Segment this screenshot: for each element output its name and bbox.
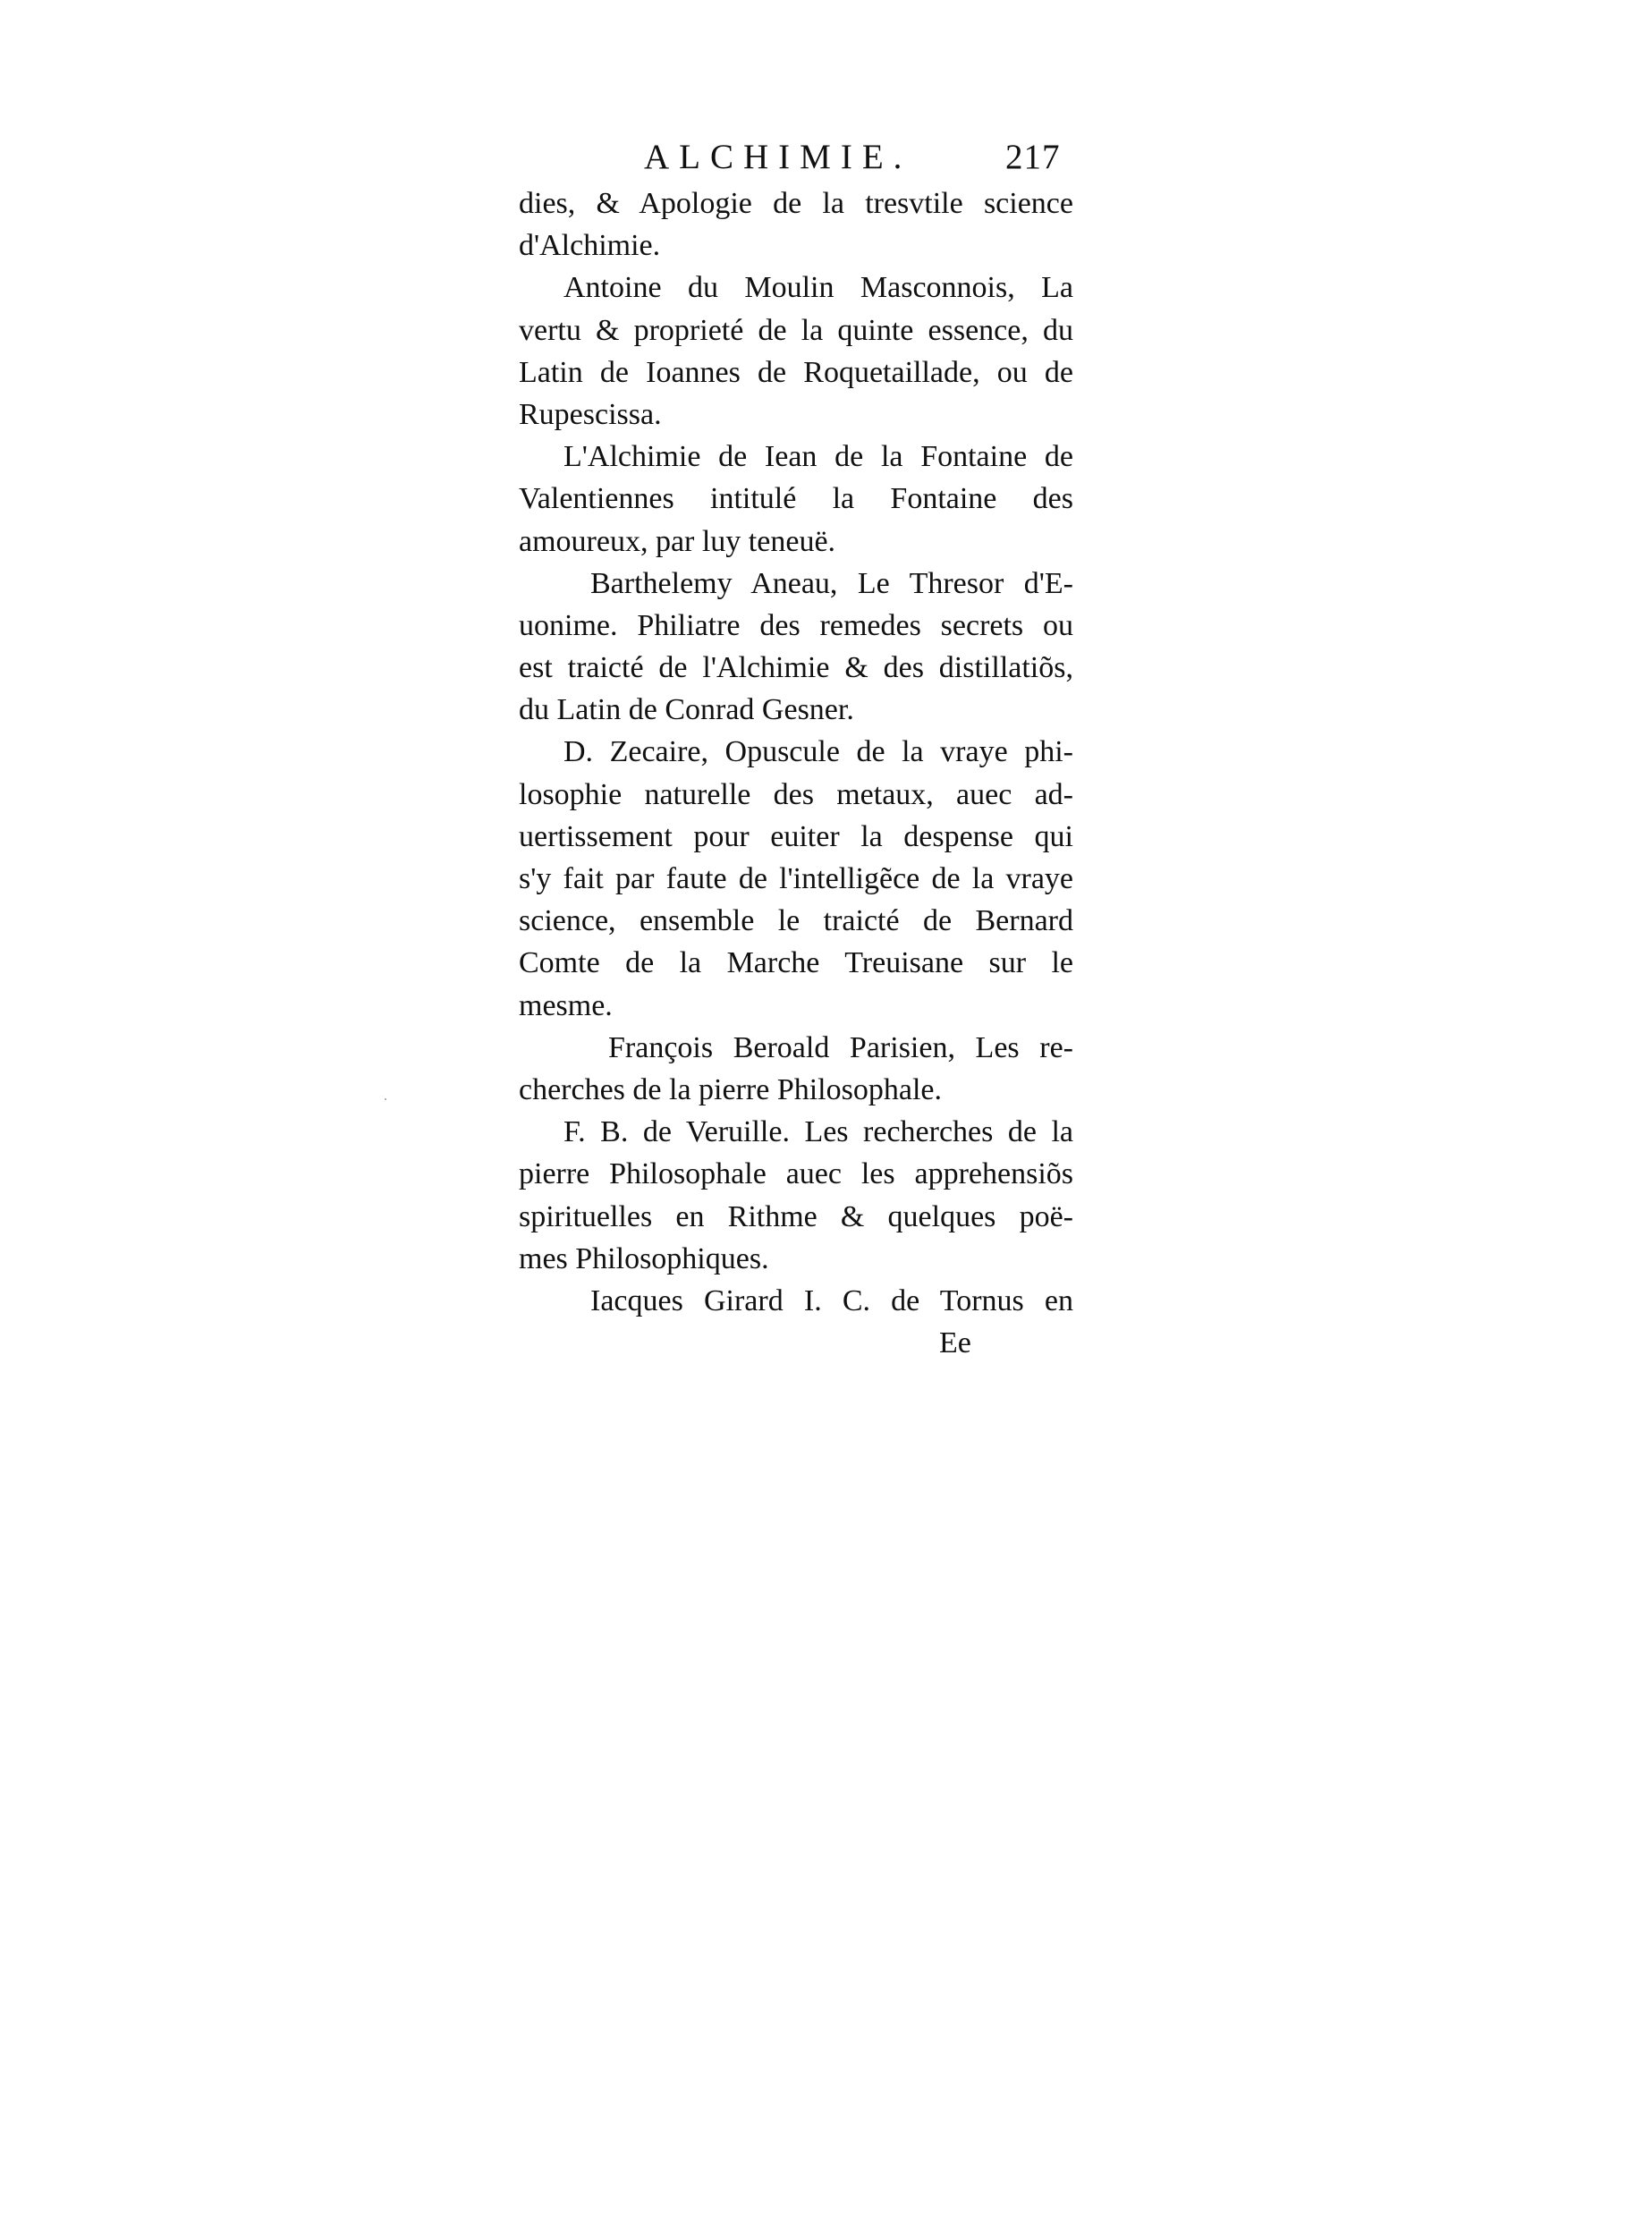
text-line: François Beroald Parisien, Les re- bbox=[608, 1030, 1073, 1064]
text-line: amoureux, par luy teneuë. bbox=[519, 524, 836, 558]
text-line: Rupescissa. bbox=[519, 397, 662, 431]
text-line: mes Philosophiques. bbox=[519, 1241, 769, 1275]
page-number: 217 bbox=[1005, 138, 1061, 176]
text-line: pierre Philosophale auec les apprehensiõs bbox=[519, 1157, 1073, 1191]
text-line: mesme. bbox=[519, 988, 613, 1022]
text-line: spirituelles en Rithme & quelques poë- bbox=[519, 1199, 1073, 1233]
text-line: Antoine du Moulin Masconnois, La bbox=[563, 271, 1073, 305]
text-line: uonime. Philiatre des remedes secrets ou bbox=[519, 608, 1073, 642]
text-line: Iacques Girard I. C. de Tornus en bbox=[590, 1283, 1073, 1317]
text-line: Barthelemy Aneau, Le Thresor d'E- bbox=[590, 566, 1073, 600]
text-line: uertissement pour euiter la despense qui bbox=[519, 819, 1073, 853]
text-line: Latin de Ioannes de Roquetaillade, ou de bbox=[519, 355, 1073, 389]
text-line: losophie naturelle des metaux, auec ad- bbox=[519, 777, 1073, 811]
text-line: D. Zecaire, Opuscule de la vraye phi- bbox=[563, 735, 1073, 769]
text-block bbox=[519, 134, 1073, 1364]
bibliography-entry bbox=[519, 1111, 1073, 1280]
bibliography-entry bbox=[519, 731, 1073, 1026]
running-head bbox=[519, 134, 1073, 181]
bibliography-entry bbox=[519, 267, 1073, 436]
text-line: cherches de la pierre Philosophale. bbox=[519, 1072, 942, 1106]
text-line: Valentiennes intitulé la Fontaine des bbox=[519, 482, 1073, 516]
text-line: vertu & proprieté de la quinte essence, du bbox=[519, 313, 1073, 347]
scan-speck bbox=[385, 1098, 386, 1100]
running-title: ALCHIMIE. bbox=[644, 138, 912, 176]
text-line: d'Alchimie. bbox=[519, 229, 661, 263]
bibliography-entry bbox=[519, 563, 1073, 732]
text-line: est traicté de l'Alchimie & des distillatiõs, bbox=[519, 651, 1073, 685]
text-line: s'y fait par faute de l'intelligẽce de la vraye bbox=[519, 862, 1073, 895]
bibliography-entry bbox=[519, 1027, 1073, 1111]
bibliography-entry bbox=[519, 1280, 1073, 1322]
text-line: du Latin de Conrad Gesner. bbox=[519, 693, 854, 727]
catchword: Ee bbox=[939, 1326, 971, 1360]
text-line: Comte de la Marche Treuisane sur le bbox=[519, 946, 1073, 980]
text-line: dies, & Apologie de la tresvtile science bbox=[519, 187, 1073, 220]
bibliography-entry bbox=[519, 436, 1073, 563]
bibliography-entry bbox=[519, 182, 1073, 267]
text-line: L'Alchimie de Iean de la Fontaine de bbox=[563, 440, 1073, 474]
text-line: F. B. de Veruille. Les recherches de la bbox=[563, 1115, 1073, 1149]
text-line: science, ensemble le traicté de Bernard bbox=[519, 904, 1073, 938]
